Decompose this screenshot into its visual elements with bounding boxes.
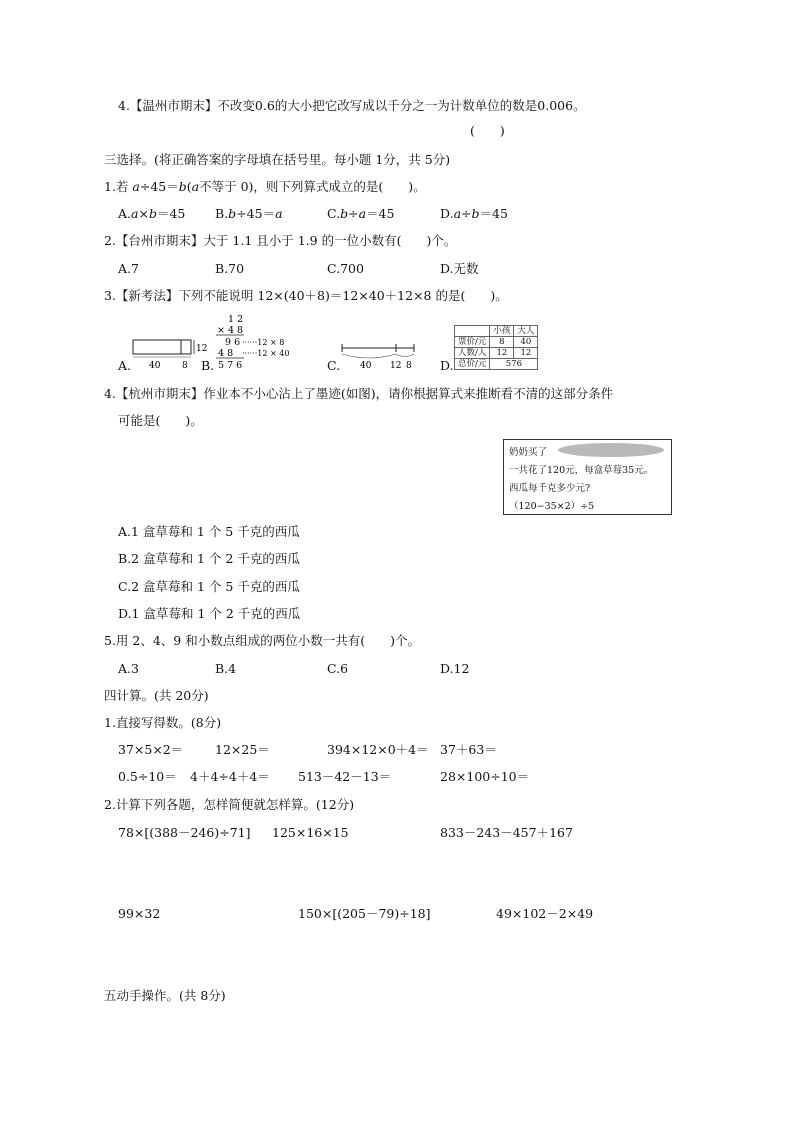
- card-line1: 奶奶买了: [509, 447, 548, 458]
- s3-q4-stem-line2: 可能是( )。: [118, 413, 203, 428]
- s3-q3-option-d[interactable]: D.: [440, 358, 454, 373]
- figure-a-bar-diagram: [132, 332, 206, 372]
- s3-q2-option-c[interactable]: C.700: [327, 261, 364, 276]
- s3-q4-option-d[interactable]: D.1 盒草莓和 1 个 2 千克的西瓜: [118, 606, 301, 621]
- fig-a-label-12: 12: [196, 344, 208, 354]
- fig-b-row4: 4 8: [218, 348, 234, 359]
- s3-q1-option-d[interactable]: D.a÷b＝45: [440, 206, 508, 221]
- s4-q1-title: 1.直接写得数。(8分): [104, 715, 222, 730]
- s4-q2-title: 2.计算下列各题，怎样简便就怎样算。(12分): [104, 797, 355, 812]
- section-3-heading: 三选择。(将正确答案的字母填在括号里。每小题 1分，共 5分): [104, 152, 451, 167]
- fig-b-row3-note: ······12 × 8: [242, 338, 285, 347]
- fig-a-label-40: 40: [149, 361, 161, 371]
- table-row: 小孩 大人: [455, 326, 538, 337]
- s3-q2-option-a[interactable]: A.7: [118, 261, 139, 276]
- s3-q5-option-b[interactable]: B.4: [215, 661, 237, 676]
- ink-blot: [558, 443, 664, 457]
- answer-paren[interactable]: ( ): [470, 123, 505, 138]
- s3-q2-option-b[interactable]: B.70: [215, 261, 245, 276]
- s3-q5-option-a[interactable]: A.3: [118, 661, 139, 676]
- card-line3: 西瓜每千克多少元?: [509, 483, 591, 494]
- section-4-heading: 四计算。(共 20分): [104, 688, 209, 703]
- s3-q1-option-b[interactable]: B.b÷45＝a: [215, 206, 283, 221]
- s3-q3-option-c[interactable]: C.: [327, 358, 341, 373]
- figure-b-vertical-multiplication: [212, 313, 312, 373]
- s3-q1-option-c[interactable]: C.b÷a＝45: [327, 206, 395, 221]
- calc-problem: 125×16×15: [272, 825, 349, 840]
- calc-problem: 78×[(388－246)÷71]: [118, 825, 251, 840]
- s3-q4-option-c[interactable]: C.2 盒草莓和 1 个 5 千克的西瓜: [118, 579, 300, 594]
- fig-c-label-40: 40: [360, 361, 372, 371]
- s3-q2-stem: 2.【台州市期末】大于 1.1 且小于 1.9 的一位小数有( )个。: [104, 233, 457, 248]
- table-row: 票价/元 8 40: [455, 337, 538, 348]
- fig-b-row5: 5 7 6: [218, 360, 243, 371]
- oral-calc-item: 0.5÷10＝: [118, 769, 177, 784]
- s3-q4-option-b[interactable]: B.2 盒草莓和 1 个 2 千克的西瓜: [118, 551, 300, 566]
- fig-b-row4-note: ······12 × 40: [242, 349, 290, 358]
- oral-calc-item: 37×5×2＝: [118, 742, 184, 757]
- calc-problem: 49×102－2×49: [496, 906, 594, 921]
- s3-q1-option-a[interactable]: A.a×b＝45: [118, 206, 186, 221]
- oral-calc-item: 394×12×0＋4＝: [327, 742, 429, 757]
- s3-q4-option-a[interactable]: A.1 盒草莓和 1 个 5 千克的西瓜: [118, 524, 300, 539]
- card-line4: （120−35×2）÷5: [509, 501, 595, 512]
- table-row: 人数/人 12 12: [455, 348, 538, 359]
- s3-q3-option-b[interactable]: B.: [201, 358, 215, 373]
- s3-q2-option-d[interactable]: D.无数: [440, 261, 479, 276]
- fig-b-row3: 9 6: [225, 337, 241, 348]
- fig-c-label-12: 12: [390, 361, 402, 371]
- s3-q3-stem: 3.【新考法】下列不能说明 12×(40＋8)＝12×40＋12×8 的是( )。: [104, 288, 508, 303]
- oral-calc-item: 37＋63＝: [440, 742, 497, 757]
- ink-stain-card: [503, 439, 672, 515]
- figure-d-price-table: [454, 325, 538, 370]
- fig-a-label-8: 8: [182, 361, 188, 371]
- card-line2: 一共花了120元，每盒草莓35元。: [509, 465, 654, 476]
- s3-q1-stem: 1.若 a÷45＝b(a不等于 0)，则下列算式成立的是( )。: [104, 179, 426, 194]
- section-5-heading: 五动手操作。(共 8分): [104, 988, 226, 1003]
- fig-c-label-8: 8: [406, 361, 412, 371]
- calc-problem: 833－243－457＋167: [440, 825, 573, 840]
- s3-q3-option-a[interactable]: A.: [118, 358, 132, 373]
- fig-b-row1: 1 2: [228, 314, 244, 325]
- table-row: 总价/元 576: [455, 359, 538, 370]
- oral-calc-item: 4＋4÷4＋4＝: [190, 769, 270, 784]
- s3-q4-stem-line1: 4.【杭州市期末】作业本不小心沾上了墨迹(如图)，请你根据算式来推断看不清的这部分条件: [104, 386, 614, 401]
- calc-problem: 150×[(205－79)÷18]: [298, 906, 431, 921]
- calc-problem: 99×32: [118, 906, 161, 921]
- fig-b-row2: × 4 8: [217, 325, 244, 336]
- figure-c-line-segment: [340, 338, 420, 372]
- q4-top-text: 4.【温州市期末】不改变0.6的大小把它改写成以千分之一为计数单位的数是0.006。: [118, 98, 586, 113]
- s3-q5-stem: 5.用 2、4、9 和小数点组成的两位小数一共有( )个。: [104, 633, 420, 648]
- s3-q5-option-c[interactable]: C.6: [327, 661, 349, 676]
- s3-q5-option-d[interactable]: D.12: [440, 661, 470, 676]
- oral-calc-item: 513－42－13＝: [298, 769, 392, 784]
- oral-calc-item: 12×25＝: [215, 742, 270, 757]
- oral-calc-item: 28×100÷10＝: [440, 769, 530, 784]
